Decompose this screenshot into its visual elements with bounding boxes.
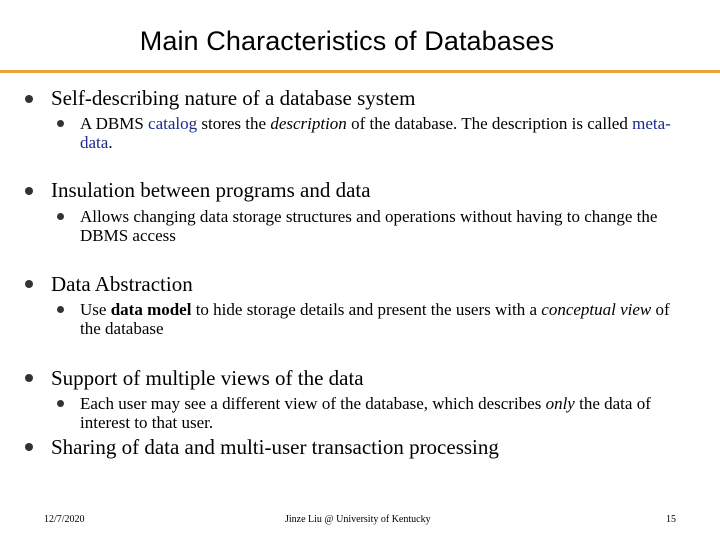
bullet-icon <box>25 187 33 195</box>
sub-bullet-icon <box>57 213 64 220</box>
bullet-icon <box>25 280 33 288</box>
bullet-icon <box>25 443 33 451</box>
bullet-insulation: Insulation between programs and data <box>51 178 371 202</box>
sub-bullet-catalog: A DBMS catalog stores the description of the database. The description is called meta-data. <box>80 114 671 152</box>
slide-title: Main Characteristics of Databases <box>139 26 555 56</box>
meta-data-term: meta-data <box>80 114 671 152</box>
page-number: 15 <box>666 514 676 525</box>
bullet-sharing: Sharing of data and multi-user transaction processing <box>51 435 499 459</box>
bullet-multiple-views: Support of multiple views of the data <box>51 366 364 390</box>
title-divider <box>0 70 720 73</box>
only-term: only <box>545 394 575 413</box>
bullet-self-describing: Self-describing nature of a database system <box>51 86 416 110</box>
data-model-term: data model <box>110 300 192 319</box>
footer-author: Jinze Liu @ University of Kentucky <box>285 514 431 525</box>
conceptual-view-term: conceptual view <box>541 300 652 319</box>
bullet-icon <box>25 374 33 382</box>
catalog-term: catalog <box>148 114 198 133</box>
sub-bullet-data-model: Use data model to hide storage details and present the users with a conceptual view of the database <box>80 300 670 338</box>
description-term: description <box>270 114 347 133</box>
bullet-icon <box>25 95 33 103</box>
bullet-data-abstraction: Data Abstraction <box>51 272 193 296</box>
sub-bullet-storage: Allows changing data storage structures and operations without having to change the DBMS access <box>80 207 658 245</box>
sub-bullet-user-view: Each user may see a different view of the database, which describes only the data of interest to that user. <box>80 394 651 432</box>
footer-date: 12/7/2020 <box>44 514 85 525</box>
sub-bullet-icon <box>57 306 64 313</box>
sub-bullet-icon <box>57 400 64 407</box>
sub-bullet-icon <box>57 120 64 127</box>
